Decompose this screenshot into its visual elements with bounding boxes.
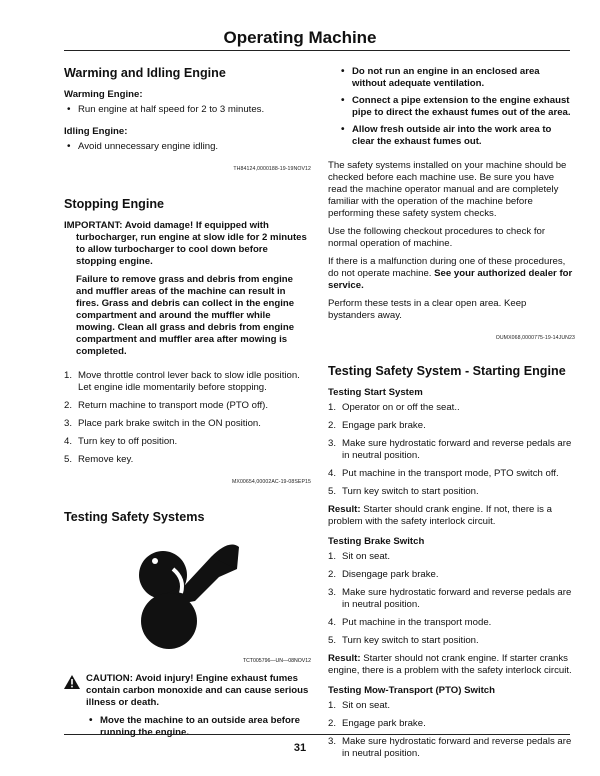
start-step: 4. Put machine in the transport mode, PTO switch off. [328,468,559,479]
start-system-label: Testing Start System [328,387,423,398]
stopping-ref: MX00654,00002AC-19-08SEP15 [231,479,311,485]
brake-switch-label: Testing Brake Switch [328,536,425,547]
start-step: 2. Engage park brake. [328,420,426,431]
starting-section [328,364,575,760]
warming-label: Warming Engine: [64,89,143,100]
pto-step: 2. Engage park brake. [328,718,426,729]
right-column [328,66,575,766]
warming-section [64,66,311,175]
footer-rule [64,734,570,735]
page-title: Operating Machine [223,28,377,47]
safety-intro: The safety systems installed on your machine should be checked before each machine use. Be sure you have read the machine operator manual and are completely familiar with the operation of the machine before performing these safety system checks. [328,160,567,219]
pto-step: 1. Sit on seat. [328,700,390,711]
caution-item: • Move the machine to an outside area before running the engine. [86,715,311,739]
stopping-heading: Stopping Engine [64,197,165,211]
start-step: 1. Operator on or off the seat.. [328,402,460,413]
warming-ref: TH84124,0000188-19-19NOV12 [233,166,311,172]
clear-area-note: Perform these tests in a clear open area. Keep bystanders away. [328,298,527,321]
important-note: IMPORTANT: Avoid damage! If equipped with turbocharger, run engine at slow idle for 2 minutes to allow turbocharger to cool down before stopping engine. [64,220,307,267]
testing-section [64,510,311,739]
caution-note: CAUTION: Avoid injury! Engine exhaust fumes contain carbon monoxide and can cause serious illness or death. [64,673,311,709]
exhaust-hazard-figure [133,533,243,653]
header-rule [64,50,570,51]
stop-step: 4. Turn key to off position. [64,436,178,447]
warming-item: • Run engine at half speed for 2 to 3 minutes. [64,104,311,116]
brake-step: 1. Sit on seat. [328,551,390,562]
brake-step: 4. Put machine in the transport mode. [328,617,492,628]
testing-heading: Testing Safety Systems [64,510,205,524]
caution-item: • Connect a pipe extension to the engine exhaust pipe to direct the exhaust fumes out of the area. [338,95,575,119]
stop-step: 5. Remove key. [64,454,134,465]
start-step: 3. Make sure hydrostatic forward and reverse pedals are in neutral position. [328,438,572,461]
safety-ref: OUMX068,0000775-19-14JUN23 [495,335,575,341]
warning-triangle-icon [64,675,80,693]
caution-item: • Allow fresh outside air into the work area to clear the exhaust fumes out. [338,124,575,148]
brake-step: 5. Turn key switch to start position. [328,635,479,646]
stop-step: 2. Return machine to transport mode (PTO off). [64,400,269,411]
starting-heading: Testing Safety System - Starting Engine [328,364,566,378]
brake-step: 3. Make sure hydrostatic forward and reverse pedals are in neutral position. [328,587,572,610]
left-column [64,66,311,745]
page-number: 31 [293,742,307,754]
pto-step: 3. Make sure hydrostatic forward and reverse pedals are in neutral position. [328,736,572,759]
stopping-section [64,197,311,488]
warming-heading: Warming and Idling Engine [64,66,226,80]
malfunction-note: If there is a malfunction during one of these procedures, do not operate machine. See your authorized dealer for service. [328,256,573,291]
caution-item: • Do not run an engine in an enclosed area without adequate ventilation. [338,66,575,90]
brake-result: Result: Starter should not crank engine. If starter cranks engine, there is a problem with the safety interlock circuit. [328,653,572,676]
start-step: 5. Turn key switch to start position. [328,486,479,497]
important-body: Failure to remove grass and debris from engine and muffler areas of the machine can result in fires. Grass and debris can collect in the engine compartment and around the muffler while mowing. Clean all grass and debris from engine compartment and muffler area after mowing is completed. [76,274,295,357]
stop-step: 3. Place park brake switch in the ON position. [64,418,261,429]
idling-item: • Avoid unnecessary engine idling. [64,141,311,153]
idling-label: Idling Engine: [64,126,128,137]
pto-switch-label: Testing Mow-Transport (PTO) Switch [328,685,496,696]
stop-step: 1. Move throttle control lever back to slow idle position. Let engine idle momentarily before stopping. [64,370,300,393]
brake-step: 2. Disengage park brake. [328,569,439,580]
checkout-intro: Use the following checkout procedures to check for normal operation of machine. [328,226,546,249]
start-result: Result: Starter should crank engine. If not, there is a problem with the safety interlock circuit. [328,504,552,527]
figure-ref: TCT005796—UN—08NOV12 [242,658,311,664]
